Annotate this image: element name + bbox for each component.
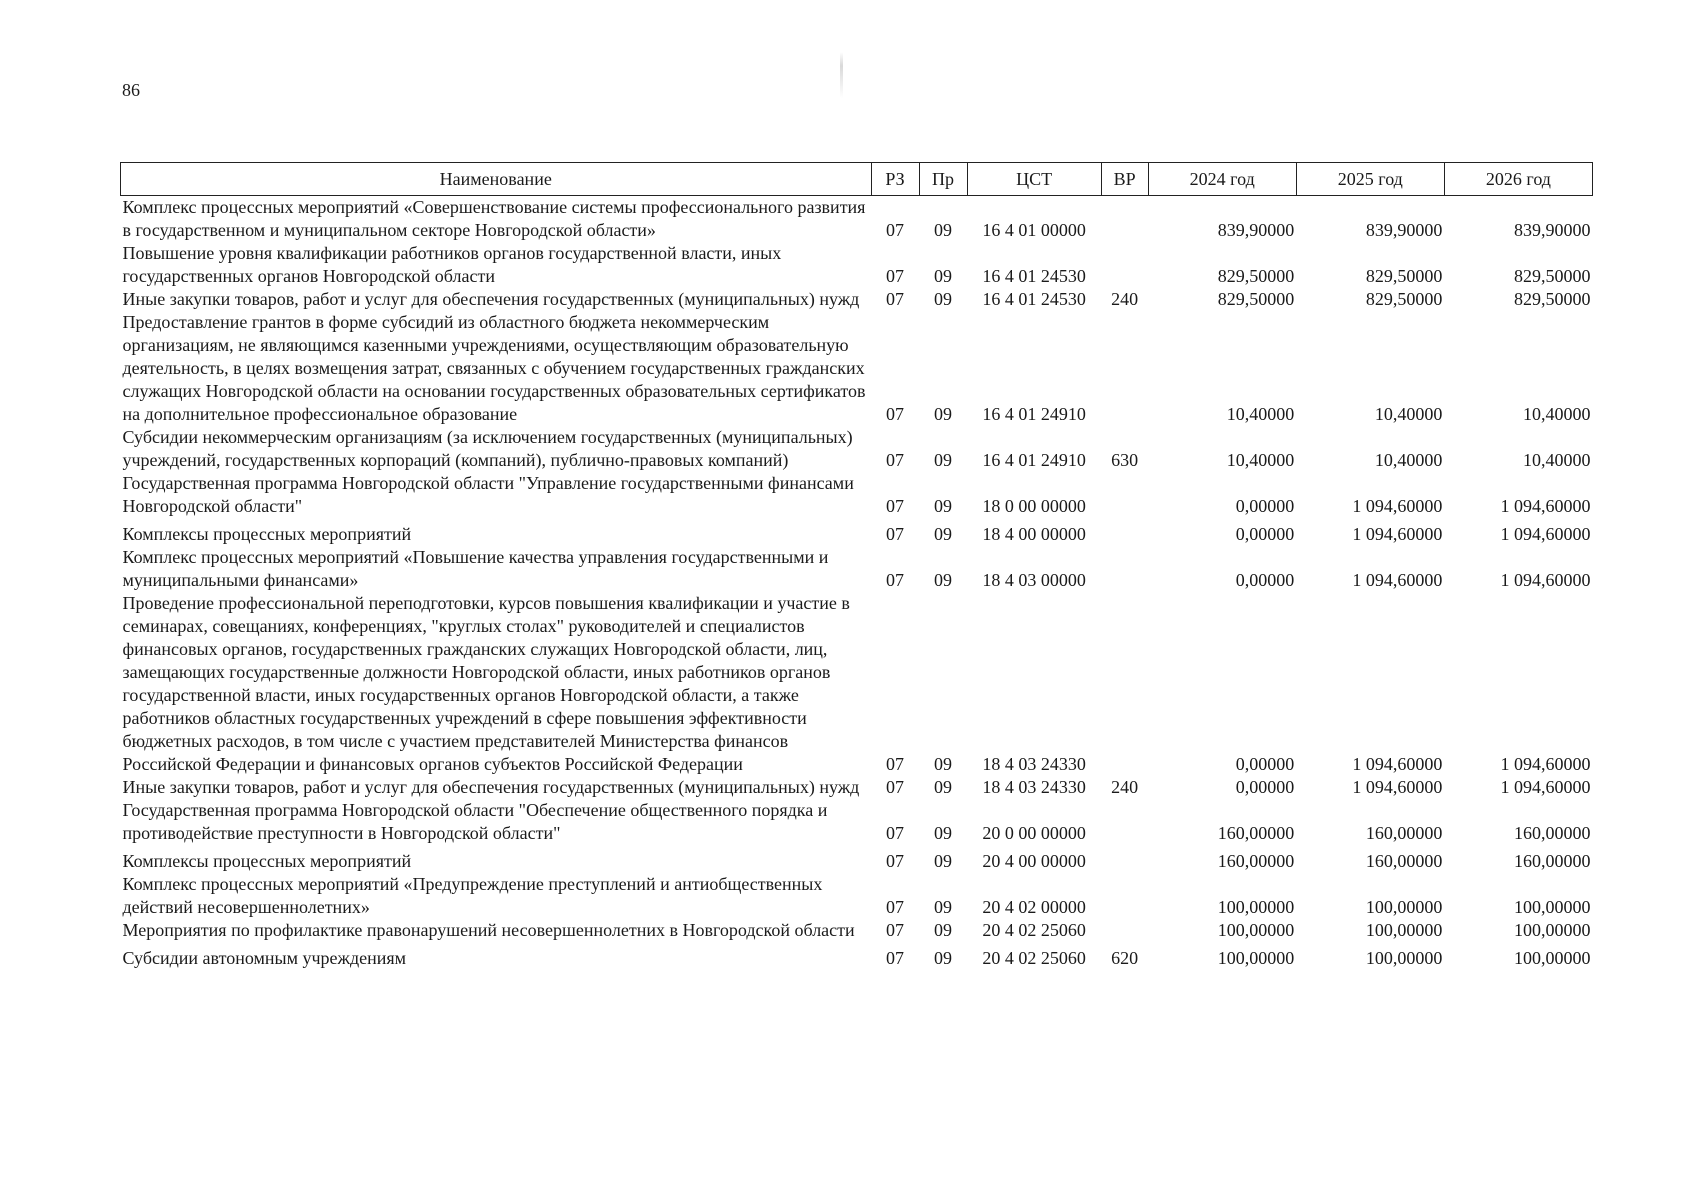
cell-vr [1101, 873, 1148, 919]
cell-2025: 10,40000 [1374, 450, 1443, 470]
table-row [121, 942, 1593, 970]
cell-name: Государственная программа Новгородской области "Обеспечение общественного порядка и противодействие преступности в Новгородской области" [122, 800, 828, 843]
cell-2024: 0,00000 [1235, 496, 1295, 516]
cell-rz: 07 [886, 450, 905, 470]
cell-2026: 100,00000 [1514, 920, 1591, 940]
cell-2025: 160,00000 [1365, 823, 1443, 843]
scan-artifact [840, 52, 843, 98]
header-vr: ВР [1101, 163, 1148, 196]
page-number: 86 [122, 80, 140, 100]
cell-2025: 100,00000 [1365, 948, 1443, 968]
table-row [121, 242, 1593, 288]
cell-2025: 829,50000 [1365, 266, 1443, 286]
cell-2024: 100,00000 [1217, 897, 1295, 917]
cell-2025: 1 094,60000 [1352, 570, 1443, 590]
cell-name: Государственная программа Новгородской области "Управление государственными финансами Новгородской области" [122, 473, 854, 516]
cell-vr [1101, 196, 1148, 243]
cell-rz: 07 [886, 404, 905, 424]
cell-2026: 160,00000 [1514, 851, 1591, 871]
cell-vr [1101, 919, 1148, 942]
cell-cst: 20 4 00 00000 [982, 851, 1086, 871]
cell-cst: 16 4 01 24910 [982, 404, 1086, 424]
cell-name: Мероприятия по профилактике правонарушений несовершеннолетних в Новгородской области [122, 920, 855, 940]
cell-pr: 09 [934, 948, 953, 968]
header-2026: 2026 год [1444, 163, 1592, 196]
cell-2024: 10,40000 [1226, 404, 1295, 424]
cell-name: Комплекс процессных мероприятий «Предупреждение преступлений и антиобщественных действий несовершеннолетних» [122, 874, 823, 917]
cell-name: Проведение профессиональной переподготовки, курсов повышения квалификации и участие в семинарах, совещаниях, конференциях, "круглых столах" руководителей и специалистов финансовых органов, государственных гражданских служащих Новгородской области, лиц, замещающих государственные должности Новгородской области, иных работников органов государственной власти, иных государственных органов Новгородской области, а также работников областных государственных учреждений в сфере повышения эффективности бюджетных расходов, в том числе с участием представителей Министерства финансов Российской Федерации и финансовых органов субъектов Российской Федерации [122, 593, 850, 774]
cell-rz: 07 [886, 823, 905, 843]
cell-2025: 100,00000 [1365, 920, 1443, 940]
header-pr: Пр [919, 163, 967, 196]
cell-2024: 0,00000 [1235, 524, 1295, 544]
cell-2024: 100,00000 [1217, 948, 1295, 968]
cell-cst: 18 4 00 00000 [982, 524, 1086, 544]
cell-cst: 16 4 01 24530 [982, 289, 1086, 309]
table-row [121, 288, 1593, 311]
table-header-row [121, 163, 1593, 196]
cell-2024: 0,00000 [1235, 754, 1295, 774]
cell-vr: 630 [1111, 450, 1139, 470]
cell-2025: 160,00000 [1365, 851, 1443, 871]
cell-pr: 09 [934, 754, 953, 774]
header-name: Наименование [121, 163, 872, 196]
cell-pr: 09 [934, 920, 953, 940]
cell-vr [1101, 242, 1148, 288]
header-2025: 2025 год [1296, 163, 1444, 196]
cell-2024: 0,00000 [1235, 570, 1295, 590]
cell-2025: 1 094,60000 [1352, 754, 1443, 774]
cell-2025: 1 094,60000 [1352, 496, 1443, 516]
cell-name: Предоставление грантов в форме субсидий из областного бюджета некоммерческим организациям, не являющимся казенными учреждениями, осуществляющим образовательную деятельность, в целях возмещения затрат, связанных с обучением государственных гражданских служащих Новгородской области на основании государственных образовательных сертификатов на дополнительное профессиональное образование [122, 312, 866, 424]
cell-2025: 1 094,60000 [1352, 777, 1443, 797]
cell-cst: 20 4 02 00000 [982, 897, 1086, 917]
cell-cst: 20 4 02 25060 [982, 948, 1086, 968]
cell-name: Комплекс процессных мероприятий «Повышение качества управления государственными и муниципальными финансами» [122, 547, 829, 590]
cell-2024: 0,00000 [1235, 777, 1295, 797]
cell-vr: 620 [1111, 948, 1139, 968]
cell-2026: 1 094,60000 [1500, 496, 1591, 516]
table-row [121, 919, 1593, 942]
cell-2025: 10,40000 [1374, 404, 1443, 424]
cell-2024: 160,00000 [1217, 823, 1295, 843]
cell-name: Комплексы процессных мероприятий [122, 524, 412, 544]
table-row [121, 776, 1593, 799]
cell-pr: 09 [934, 897, 953, 917]
cell-pr: 09 [934, 496, 953, 516]
cell-cst: 18 4 03 24330 [982, 777, 1086, 797]
cell-rz: 07 [886, 948, 905, 968]
cell-rz: 07 [886, 524, 905, 544]
cell-2025: 839,90000 [1365, 220, 1443, 240]
cell-2026: 829,50000 [1514, 289, 1591, 309]
table-row [121, 426, 1593, 472]
cell-2024: 829,50000 [1217, 266, 1295, 286]
header-rz: РЗ [871, 163, 919, 196]
cell-pr: 09 [934, 266, 953, 286]
cell-rz: 07 [886, 496, 905, 516]
cell-pr: 09 [934, 220, 953, 240]
cell-2024: 839,90000 [1217, 220, 1295, 240]
cell-name: Иные закупки товаров, работ и услуг для обеспечения государственных (муниципальных) нужд [122, 289, 860, 309]
cell-2026: 10,40000 [1523, 404, 1591, 424]
cell-rz: 07 [886, 851, 905, 871]
cell-2026: 1 094,60000 [1500, 570, 1591, 590]
cell-pr: 09 [934, 823, 953, 843]
cell-rz: 07 [886, 920, 905, 940]
budget-table [120, 162, 1593, 970]
cell-pr: 09 [934, 777, 953, 797]
cell-2026: 10,40000 [1523, 450, 1591, 470]
table-row [121, 873, 1593, 919]
table-row [121, 592, 1593, 776]
table-row [121, 311, 1593, 426]
cell-2025: 829,50000 [1365, 289, 1443, 309]
cell-vr [1101, 845, 1148, 873]
cell-pr: 09 [934, 524, 953, 544]
cell-2024: 160,00000 [1217, 851, 1295, 871]
cell-cst: 20 0 00 00000 [982, 823, 1086, 843]
table-row [121, 546, 1593, 592]
cell-rz: 07 [886, 570, 905, 590]
cell-cst: 20 4 02 25060 [982, 920, 1086, 940]
cell-pr: 09 [934, 289, 953, 309]
cell-vr [1101, 546, 1148, 592]
cell-cst: 18 4 03 00000 [982, 570, 1086, 590]
cell-cst: 16 4 01 24530 [982, 266, 1086, 286]
cell-2026: 100,00000 [1514, 948, 1591, 968]
cell-2026: 829,50000 [1514, 266, 1591, 286]
table-row [121, 799, 1593, 845]
cell-name: Комплексы процессных мероприятий [122, 851, 412, 871]
cell-name: Повышение уровня квалификации работников органов государственной власти, иных государственных органов Новгородской области [122, 243, 782, 286]
cell-rz: 07 [886, 777, 905, 797]
cell-rz: 07 [886, 897, 905, 917]
cell-2024: 829,50000 [1217, 289, 1295, 309]
cell-rz: 07 [886, 266, 905, 286]
cell-name: Комплекс процессных мероприятий «Совершенствование системы профессионального развития в государственном и муниципальном секторе Новгородской области» [122, 197, 866, 240]
cell-cst: 16 4 01 24910 [982, 450, 1086, 470]
cell-vr: 240 [1111, 777, 1139, 797]
cell-pr: 09 [934, 450, 953, 470]
cell-2026: 1 094,60000 [1500, 754, 1591, 774]
cell-rz: 07 [886, 289, 905, 309]
cell-rz: 07 [886, 220, 905, 240]
cell-name: Иные закупки товаров, работ и услуг для обеспечения государственных (муниципальных) нужд [122, 777, 860, 797]
cell-vr [1101, 311, 1148, 426]
cell-vr [1101, 799, 1148, 845]
cell-vr [1101, 472, 1148, 518]
cell-2024: 100,00000 [1217, 920, 1295, 940]
cell-rz: 07 [886, 754, 905, 774]
table-row [121, 196, 1593, 243]
cell-2026: 160,00000 [1514, 823, 1591, 843]
cell-vr: 240 [1111, 289, 1139, 309]
cell-2025: 1 094,60000 [1352, 524, 1443, 544]
table-row [121, 518, 1593, 546]
cell-2026: 100,00000 [1514, 897, 1591, 917]
cell-vr [1101, 518, 1148, 546]
cell-2025: 100,00000 [1365, 897, 1443, 917]
cell-cst: 16 4 01 00000 [982, 220, 1086, 240]
cell-pr: 09 [934, 404, 953, 424]
cell-2026: 1 094,60000 [1500, 524, 1591, 544]
cell-pr: 09 [934, 570, 953, 590]
table-row [121, 845, 1593, 873]
cell-pr: 09 [934, 851, 953, 871]
table-row [121, 472, 1593, 518]
cell-vr [1101, 592, 1148, 776]
cell-name: Субсидии автономным учреждениям [122, 948, 407, 968]
cell-cst: 18 0 00 00000 [982, 496, 1086, 516]
table-body [121, 196, 1593, 971]
cell-cst: 18 4 03 24330 [982, 754, 1086, 774]
cell-2026: 839,90000 [1514, 220, 1591, 240]
cell-2026: 1 094,60000 [1500, 777, 1591, 797]
cell-2024: 10,40000 [1226, 450, 1295, 470]
header-cst: ЦСТ [967, 163, 1101, 196]
cell-name: Субсидии некоммерческим организациям (за исключением государственных (муниципальных) учреждений, государственных корпораций (компаний), публично-правовых компаний) [122, 427, 853, 470]
header-2024: 2024 год [1148, 163, 1296, 196]
